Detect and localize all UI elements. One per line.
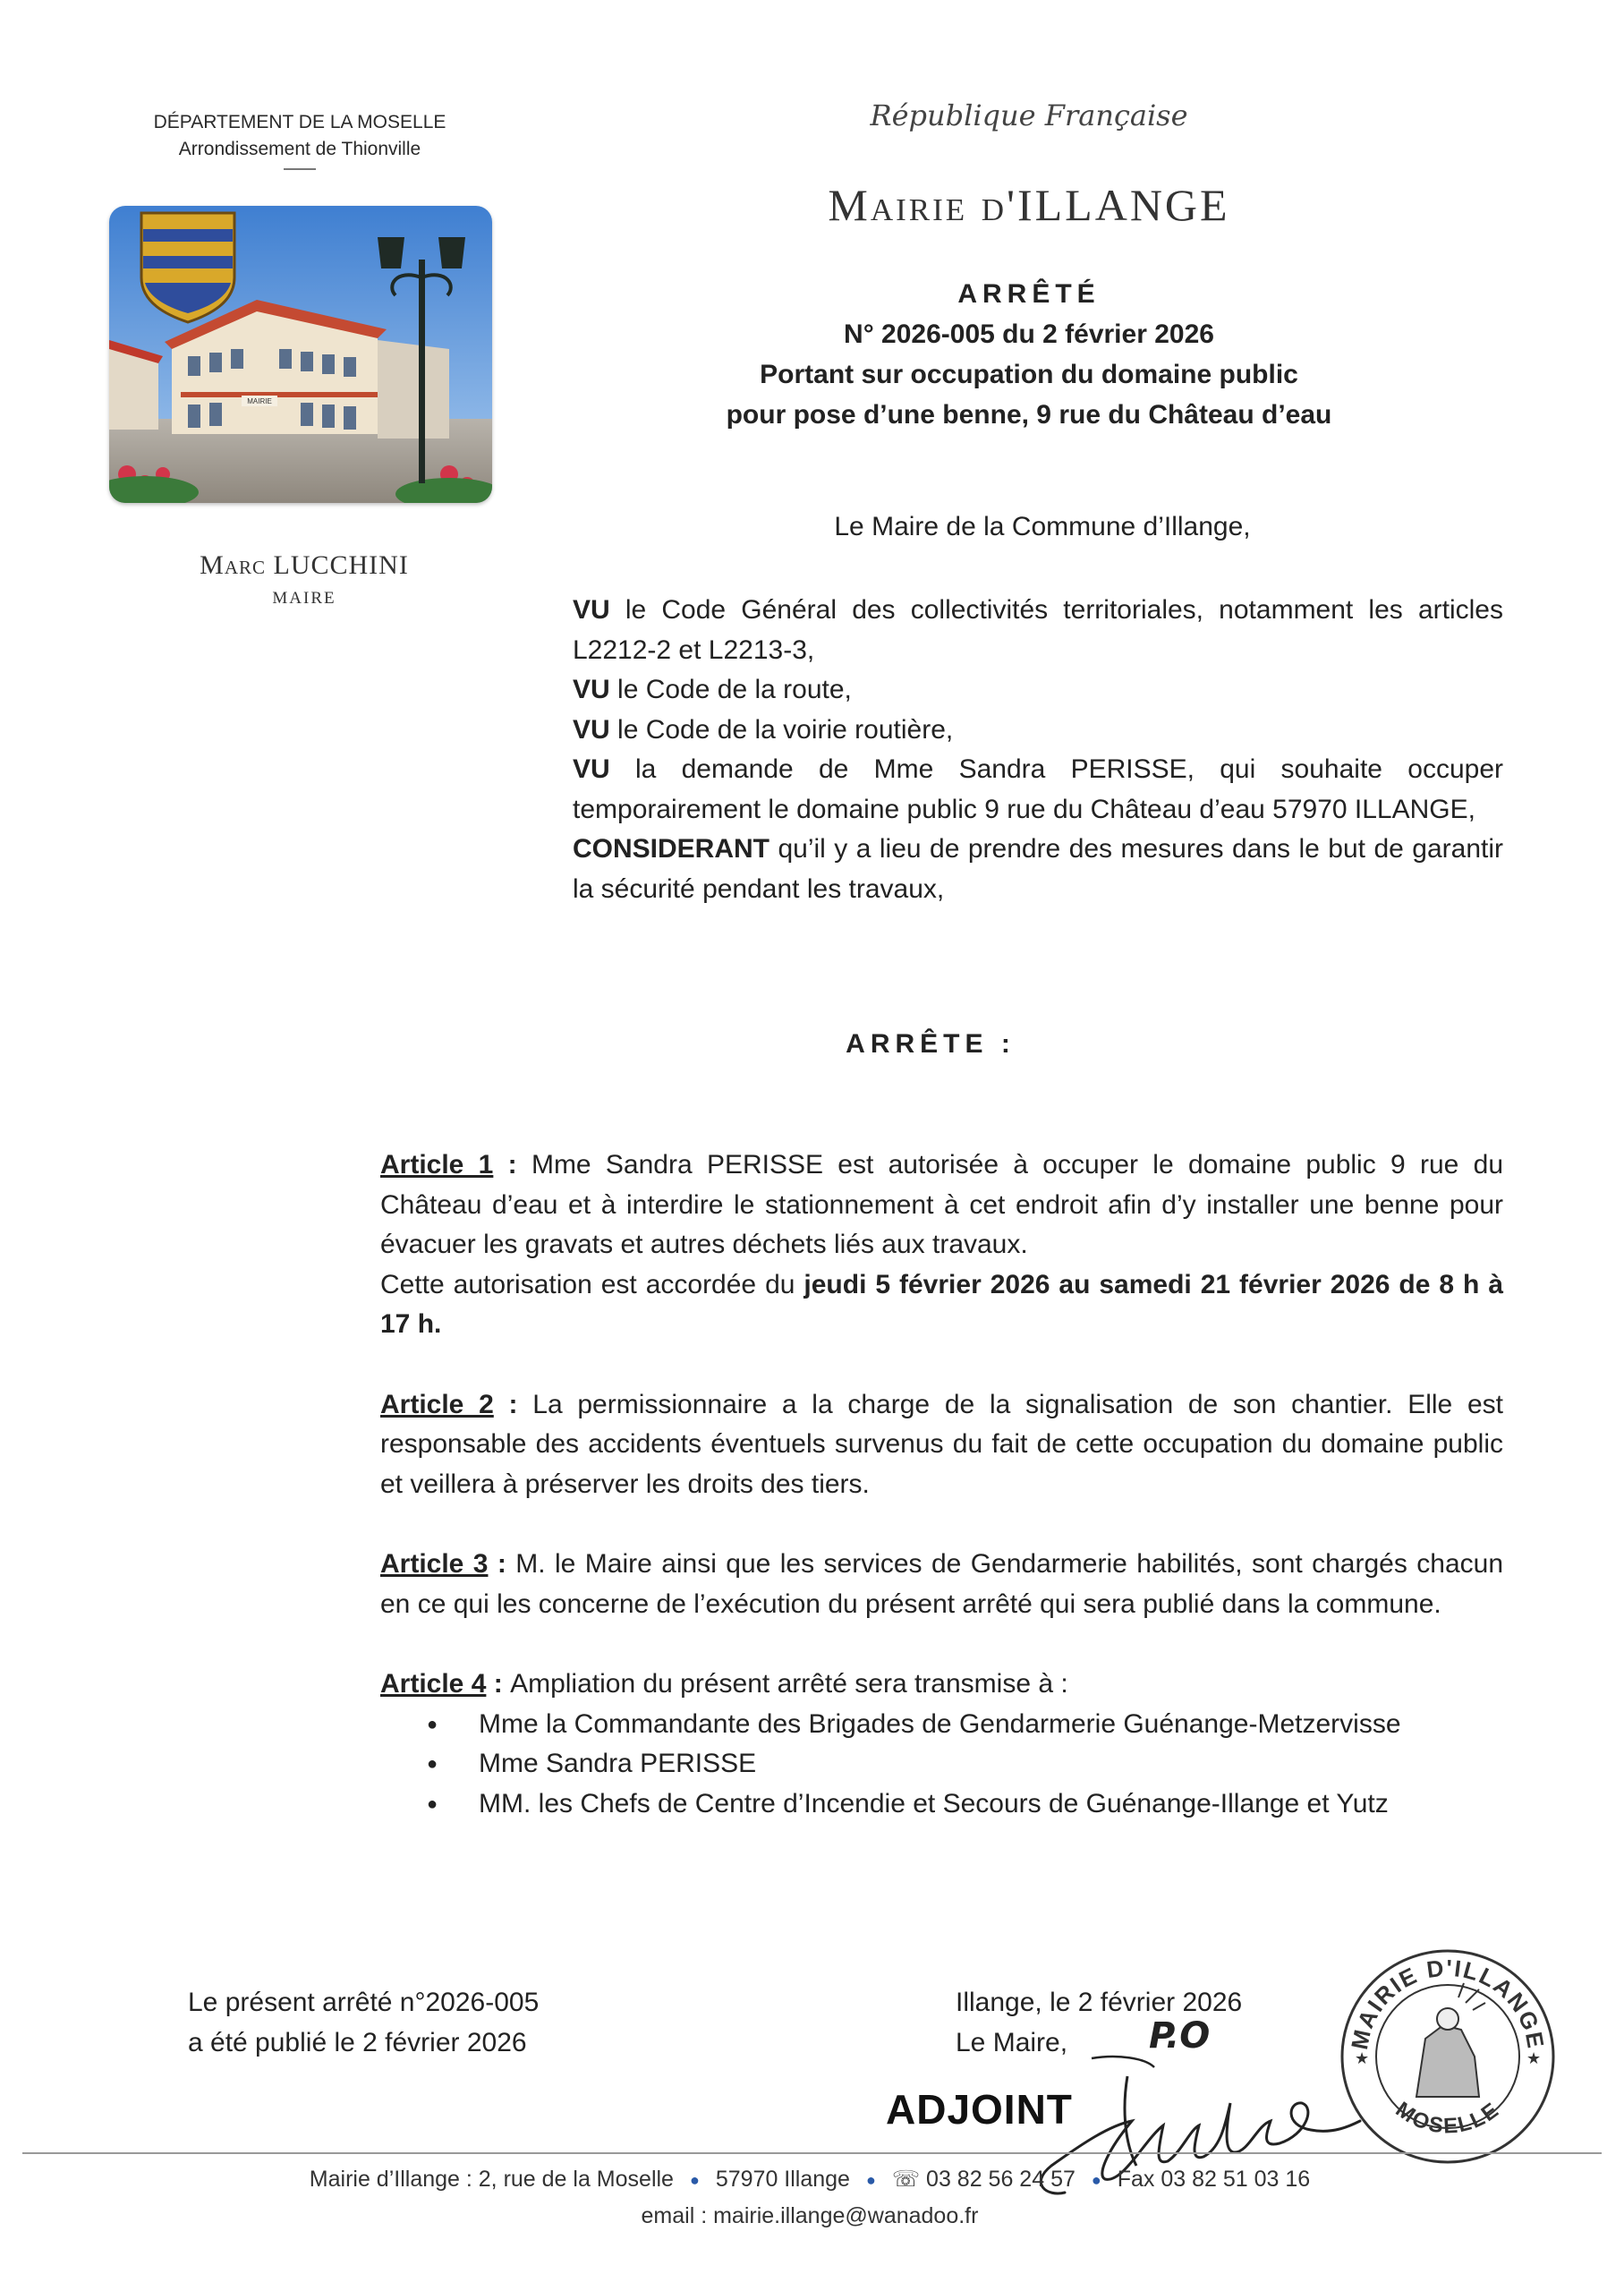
article-1-text: Mme Sandra PERISSE est autorisée à occuper le domaine public 9 rue du Château d’eau et à interdire le stationnement à cet endroit afin d’y installer une benne pour évacuer les gravats et autres déchets liés aux travaux. [380, 1150, 1504, 1259]
bullet-icon: ● [865, 2170, 876, 2189]
coat-of-arms-icon [141, 213, 234, 322]
official-seal [1331, 1940, 1564, 2173]
arrete-number: N° 2026-005 du 2 février 2026 [844, 319, 1214, 349]
signer-role: Le Maire, [956, 2028, 1068, 2057]
publication-line2: a été publié le 2 février 2026 [188, 2028, 527, 2057]
arrete-title-block [626, 274, 1432, 435]
article-4: Article 4 : Ampliation du présent arrêté sera transmise à : ● Mme la Commandante des Brigades de Gendarmerie Guénange-Metzervisse ● Mme Sandra PERISSE ● MM. les Chefs de Centre d’Incendie et Secours de Guénange-Illange et Yutz [380, 1665, 1503, 1824]
article-2-text: La permissionnaire a la charge de la signalisation de son chantier. Elle est responsable des accidents éventuels survenus du fait de cette occupation du domaine public et veillera à préserver les droits des tiers. [380, 1389, 1503, 1499]
arrete-heading: ARRÊTE : [846, 1029, 1016, 1059]
departement-block [143, 109, 456, 170]
svg-text:★: ★ [1355, 2049, 1370, 2067]
articles-block [380, 1146, 1503, 1864]
publication-notice [188, 1982, 725, 2063]
article-4-text: Ampliation du présent arrêté sera transmise à : [510, 1669, 1068, 1699]
article-3-text: M. le Maire ainsi que les services de Gendarmerie habilités, sont chargés chacun en ce qui les concerne de l’exécution du présent arrêté qui sera publié dans la commune. [380, 1549, 1504, 1619]
visa-item: VU la demande de Mme Sandra PERISSE, qui souhaite occuper temporairement le domaine public 9 rue du Château d’eau 57970 ILLANGE, [573, 754, 1503, 824]
arrondissement-label: Arrondissement de Thionville [178, 139, 421, 159]
mayor-role: MAIRE [272, 589, 336, 608]
fax-number: Fax 03 82 51 03 16 [1117, 2167, 1311, 2192]
arrete-subject-line1: Portant sur occupation du domaine public [760, 360, 1298, 389]
divider [284, 168, 316, 170]
arrete-label: ARRÊTÉ [957, 279, 1101, 309]
address-label: Mairie d’Illange : 2, rue de la Moselle [309, 2167, 674, 2192]
article-1-heading: Article 1 [380, 1150, 494, 1180]
intro-line: Le Maire de la Commune d’Illange, [834, 512, 1251, 541]
article-4-heading: Article 4 [380, 1669, 487, 1699]
article-3-heading: Article 3 [380, 1549, 489, 1579]
adjoint-stamp: ADJOINT [886, 2086, 1073, 2133]
po-mark: P.O [1149, 2015, 1211, 2057]
article-2: Article 2 : La permissionnaire a la charge de la signalisation de son chantier. Elle est responsable des accidents éventuels survenus du fait de cette occupation du domaine public et veillera à préserver les droits des tiers. [380, 1389, 1503, 1499]
mayor-name: Marc LUCCHINI [200, 550, 409, 580]
svg-text:MAIRIE: MAIRIE [247, 397, 272, 405]
footer-email: email : mairie.illange@wanadoo.fr [641, 2203, 979, 2228]
list-item: ● Mme Sandra PERISSE [427, 1744, 1503, 1784]
departement-label: DÉPARTEMENT DE LA MOSELLE [153, 112, 446, 132]
svg-text:★: ★ [1526, 2049, 1542, 2067]
republique-francaise: République Française [870, 98, 1188, 132]
visas-block [573, 591, 1503, 909]
article-1-text2: Cette autorisation est accordée du [380, 1269, 804, 1299]
visa-item: VU le Code de la voirie routière, [573, 714, 954, 745]
article-2-heading: Article 2 [380, 1389, 494, 1419]
list-item: ● MM. les Chefs de Centre d’Incendie et Secours de Guénange-Illange et Yutz [427, 1784, 1503, 1825]
town-hall-photo [109, 206, 492, 503]
article-3: Article 3 : M. le Maire ainsi que les services de Gendarmerie habilités, sont chargés chacun en ce qui les concerne de l’exécution du présent arrêté qui sera publié dans la commune. [380, 1549, 1504, 1619]
phone-number: ☏ 03 82 56 24 57 [891, 2167, 1076, 2192]
mairie-title: Mairie d'ILLANGE [828, 180, 1230, 230]
postcode: 57970 Illange [715, 2167, 850, 2192]
bullet-icon: ● [689, 2170, 700, 2189]
visa-item: VU le Code Général des collectivités territoriales, notamment les articles L2212-2 et L2213-3, [573, 595, 1503, 665]
bullet-icon: ● [1091, 2170, 1101, 2189]
visa-item: VU le Code de la route, [573, 675, 852, 704]
considerant-item: CONSIDERANT qu’il y a lieu de prendre des mesures dans le but de garantir la sécurité pendant les travaux, [573, 834, 1503, 904]
footer-address [161, 2166, 1458, 2193]
article-1-dates: jeudi 5 février 2026 au samedi 21 février 2026 de 8 h à 17 h. [380, 1269, 1503, 1339]
list-item: ● Mme la Commandante des Brigades de Gendarmerie Guénange-Metzervisse [427, 1705, 1503, 1745]
footer-divider [22, 2152, 1602, 2154]
recipient-list [380, 1705, 1503, 1825]
place-date: Illange, le 2 février 2026 [956, 1988, 1243, 2017]
publication-line1: Le présent arrêté n°2026-005 [188, 1988, 540, 2017]
svg-text:MOSELLE: MOSELLE [1390, 2097, 1505, 2139]
arrete-subject-line2: pour pose d’une benne, 9 rue du Château d’eau [726, 400, 1332, 430]
svg-text:MAIRIE D'ILLANGE: MAIRIE D'ILLANGE [1345, 1954, 1550, 2052]
article-1: Article 1 : Mme Sandra PERISSE est autorisée à occuper le domaine public 9 rue du Château d’eau et à interdire le stationnement à cet endroit afin d’y installer une benne pour évacuer les gravats et autres déchets liés aux travaux. Cette autorisation est accordée du jeudi 5 février 2026 au samedi 21 février 2026 de 8 h à 17 h. [380, 1150, 1504, 1339]
